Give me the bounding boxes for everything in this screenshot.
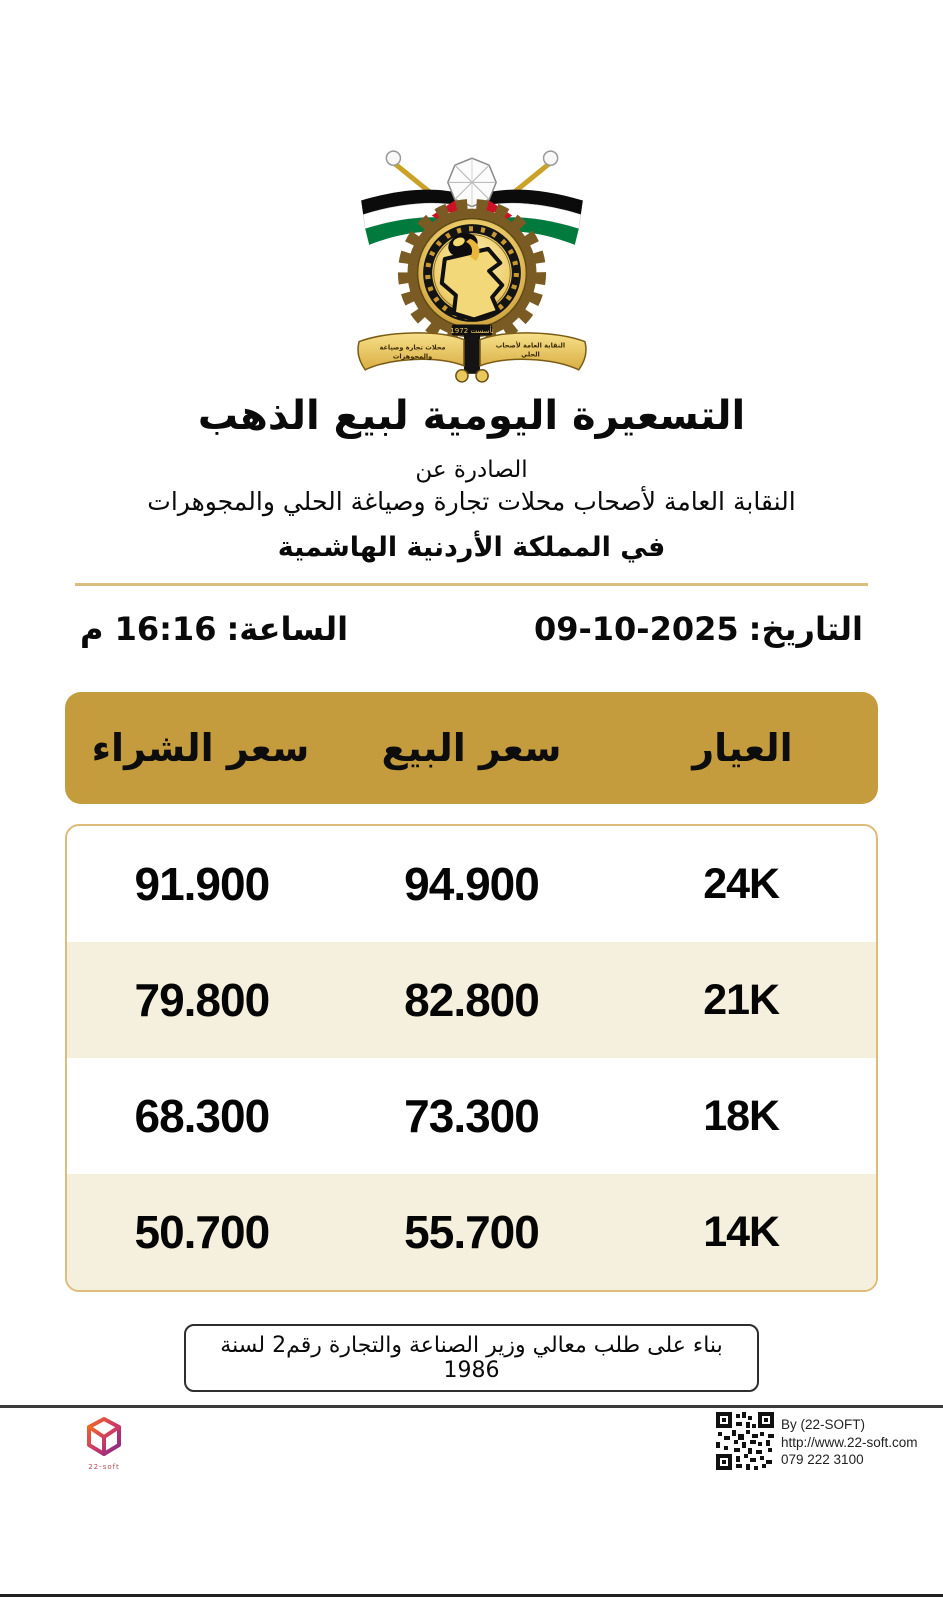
karat-cell: 18K (703, 1091, 780, 1140)
header-karat: العيار (692, 726, 793, 770)
header-buy-price: سعر الشراء (91, 726, 310, 770)
table-row-14k (67, 1174, 876, 1290)
credit-text (781, 1412, 918, 1469)
syndicate-emblem-icon (341, 142, 603, 389)
cube-logo-icon (84, 1416, 124, 1458)
qr-credit-block (716, 1412, 918, 1470)
buy-price-cell: 68.300 (134, 1090, 270, 1142)
sell-price-cell: 94.900 (404, 858, 539, 910)
price-table-body (65, 824, 878, 1292)
emblem-container (0, 0, 943, 389)
22soft-logo (82, 1416, 126, 1471)
ribbon-right-text-2: الحلي (520, 350, 540, 359)
credits-bar (0, 1408, 943, 1488)
credit-phone: 079 222 3100 (781, 1452, 864, 1468)
table-row-21k (67, 942, 876, 1058)
karat-cell: 24K (703, 859, 780, 908)
sell-price-cell: 55.700 (404, 1206, 539, 1258)
bottom-edge-bar (0, 1594, 943, 1597)
credit-by: By (22-SOFT) (781, 1417, 866, 1432)
date-field (534, 610, 863, 648)
ministerial-note: بناء على طلب معالي وزير الصناعة والتجارة رقم2 لسنة 1986 (184, 1324, 759, 1392)
ribbon-banner-icon (357, 333, 585, 382)
buy-price-cell: 91.900 (134, 858, 270, 910)
issued-by-text: الصادرة عن (415, 457, 528, 483)
date-label: التاريخ: (748, 610, 863, 648)
karat-cell: 14K (703, 1207, 780, 1256)
credit-url: http://www.22-soft.com (781, 1434, 918, 1450)
datetime-row (80, 610, 863, 648)
buy-price-cell: 79.800 (134, 974, 270, 1026)
ribbon-left-text-2: والمجوهرات (392, 352, 432, 361)
page-title: التسعيرة اليومية لبيع الذهب (197, 393, 746, 439)
buy-price-cell: 50.700 (134, 1206, 270, 1258)
sell-price-cell: 73.300 (404, 1090, 539, 1142)
soft-logo-label: 22-soft (88, 1463, 120, 1471)
diamond-icon (447, 158, 495, 206)
issuer-name: النقابة العامة لأصحاب محلات تجارة وصياغة الحلي والمجوهرات (147, 487, 796, 516)
karat-cell: 21K (703, 975, 780, 1024)
time-field (80, 610, 348, 648)
gold-divider (75, 583, 868, 586)
table-row-18k (67, 1058, 876, 1174)
ribbon-right-text-1: النقابة العامة لأصحاب (495, 341, 565, 350)
table-row-24k (67, 826, 876, 942)
header-sell-price: سعر البيع (381, 726, 562, 770)
sell-price-cell: 82.800 (404, 974, 539, 1026)
date-value: 09-10-2025 (533, 610, 739, 648)
established-text: تأسست 1972 (449, 326, 494, 336)
time-label: الساعة: (226, 610, 349, 648)
ribbon-left-text-1: محلات تجارة وصياغة (378, 343, 446, 352)
issuer-country: في المملكة الأردنية الهاشمية (277, 532, 666, 563)
time-value: 16:16 م (80, 610, 217, 648)
price-table-header (65, 692, 878, 804)
qr-code-icon (716, 1412, 774, 1470)
